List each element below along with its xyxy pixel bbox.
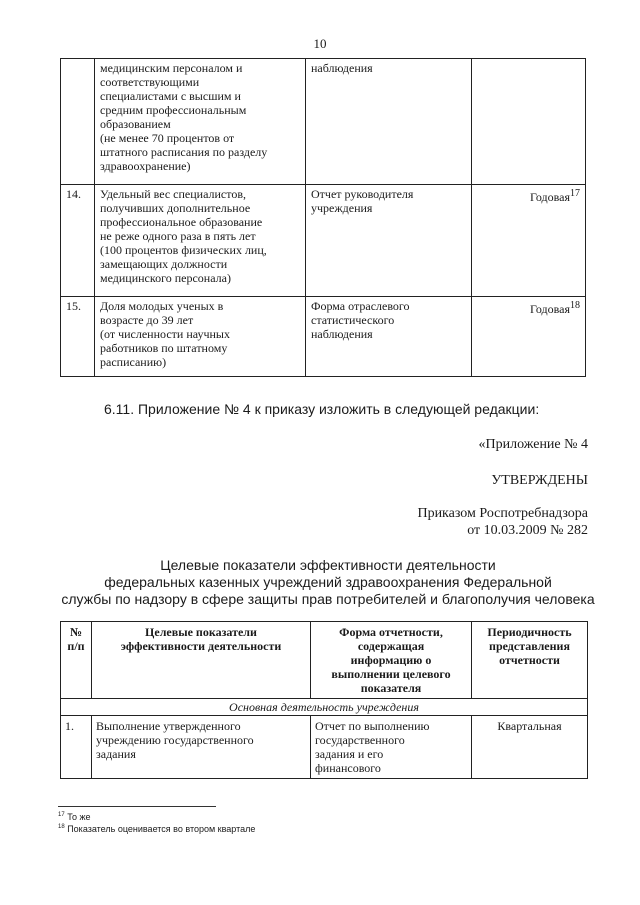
- header-report-form: Форма отчетности, содержащая информацию о выполнении целевого показателя: [311, 622, 472, 699]
- section-title: Основная деятельность учреждения: [61, 699, 588, 716]
- order-date: от 10.03.2009 № 282: [467, 523, 588, 538]
- header-period: Периодичность представления отчетности: [472, 622, 588, 699]
- section-row: [61, 699, 588, 716]
- approved-label: УТВЕРЖДЕНЫ: [491, 473, 588, 488]
- page-number: 10: [313, 36, 327, 51]
- title-line: службы по надзору в сфере защиты прав потребителей и благополучия человека: [61, 591, 595, 607]
- indicators-table-continued: [60, 58, 586, 377]
- table-header-row: [61, 622, 588, 699]
- report-form-cell: Отчет руководителя учреждения: [306, 185, 472, 297]
- footnote-mark: 18: [58, 824, 65, 830]
- header-number: № п/п: [61, 622, 92, 699]
- target-indicators-table: [60, 621, 588, 779]
- table-row: [61, 185, 586, 297]
- table-row: [61, 297, 586, 377]
- footnote: [58, 824, 255, 834]
- row-number: [61, 59, 95, 185]
- period-cell: Квартальная: [472, 716, 588, 779]
- header-indicator: Целевые показатели эффективности деятельности: [92, 622, 311, 699]
- row-number: 15.: [61, 297, 95, 377]
- footnote-ref: 18: [570, 300, 580, 311]
- indicator-cell: Выполнение утвержденного учреждению государственного задания: [92, 716, 311, 779]
- period-cell: [472, 185, 586, 297]
- period-cell: [472, 297, 586, 377]
- footnote-mark: 17: [58, 812, 65, 818]
- title-line: Целевые показатели эффективности деятельности: [160, 557, 496, 573]
- title-line: федеральных казенных учреждений здравоохранения Федеральной: [104, 574, 552, 590]
- row-number: 1.: [61, 716, 92, 779]
- footnote-text: Показатель оценивается во втором квартале: [67, 824, 256, 834]
- table-row: [61, 716, 588, 779]
- indicator-cell: Удельный вес специалистов, получивших дополнительное профессиональное образование не реже одного раза в пять лет (100 процентов физических лиц, замещающих должности медицинского персонала): [95, 185, 306, 297]
- indicator-cell: медицинским персоналом и соответствующими специалистами с высшим и средним профессиональным образованием (не менее 70 процентов от штатного расписания по разделу здравоохранение): [95, 59, 306, 185]
- footnote: [58, 812, 91, 822]
- period-value: Годовая: [530, 190, 570, 204]
- report-form-cell: Форма отраслевого статистического наблюдения: [306, 297, 472, 377]
- amendment-paragraph: 6.11. Приложение № 4 к приказу изложить в следующей редакции:: [104, 401, 540, 417]
- order-reference: Приказом Роспотребнадзора: [417, 506, 588, 521]
- period-cell: [472, 59, 586, 185]
- footnote-text: То же: [67, 812, 91, 822]
- period-value: Годовая: [530, 302, 570, 316]
- footnote-divider: [58, 806, 216, 807]
- row-number: 14.: [61, 185, 95, 297]
- footnote-ref: 17: [570, 188, 580, 199]
- report-form-cell: наблюдения: [306, 59, 472, 185]
- document-title: [58, 557, 598, 608]
- appendix-label: «Приложение № 4: [478, 437, 588, 452]
- report-form-cell: Отчет по выполнению государственного задания и его финансового: [311, 716, 472, 779]
- table-row: [61, 59, 586, 185]
- indicator-cell: Доля молодых ученых в возрасте до 39 лет (от численности научных работников по штатному расписанию): [95, 297, 306, 377]
